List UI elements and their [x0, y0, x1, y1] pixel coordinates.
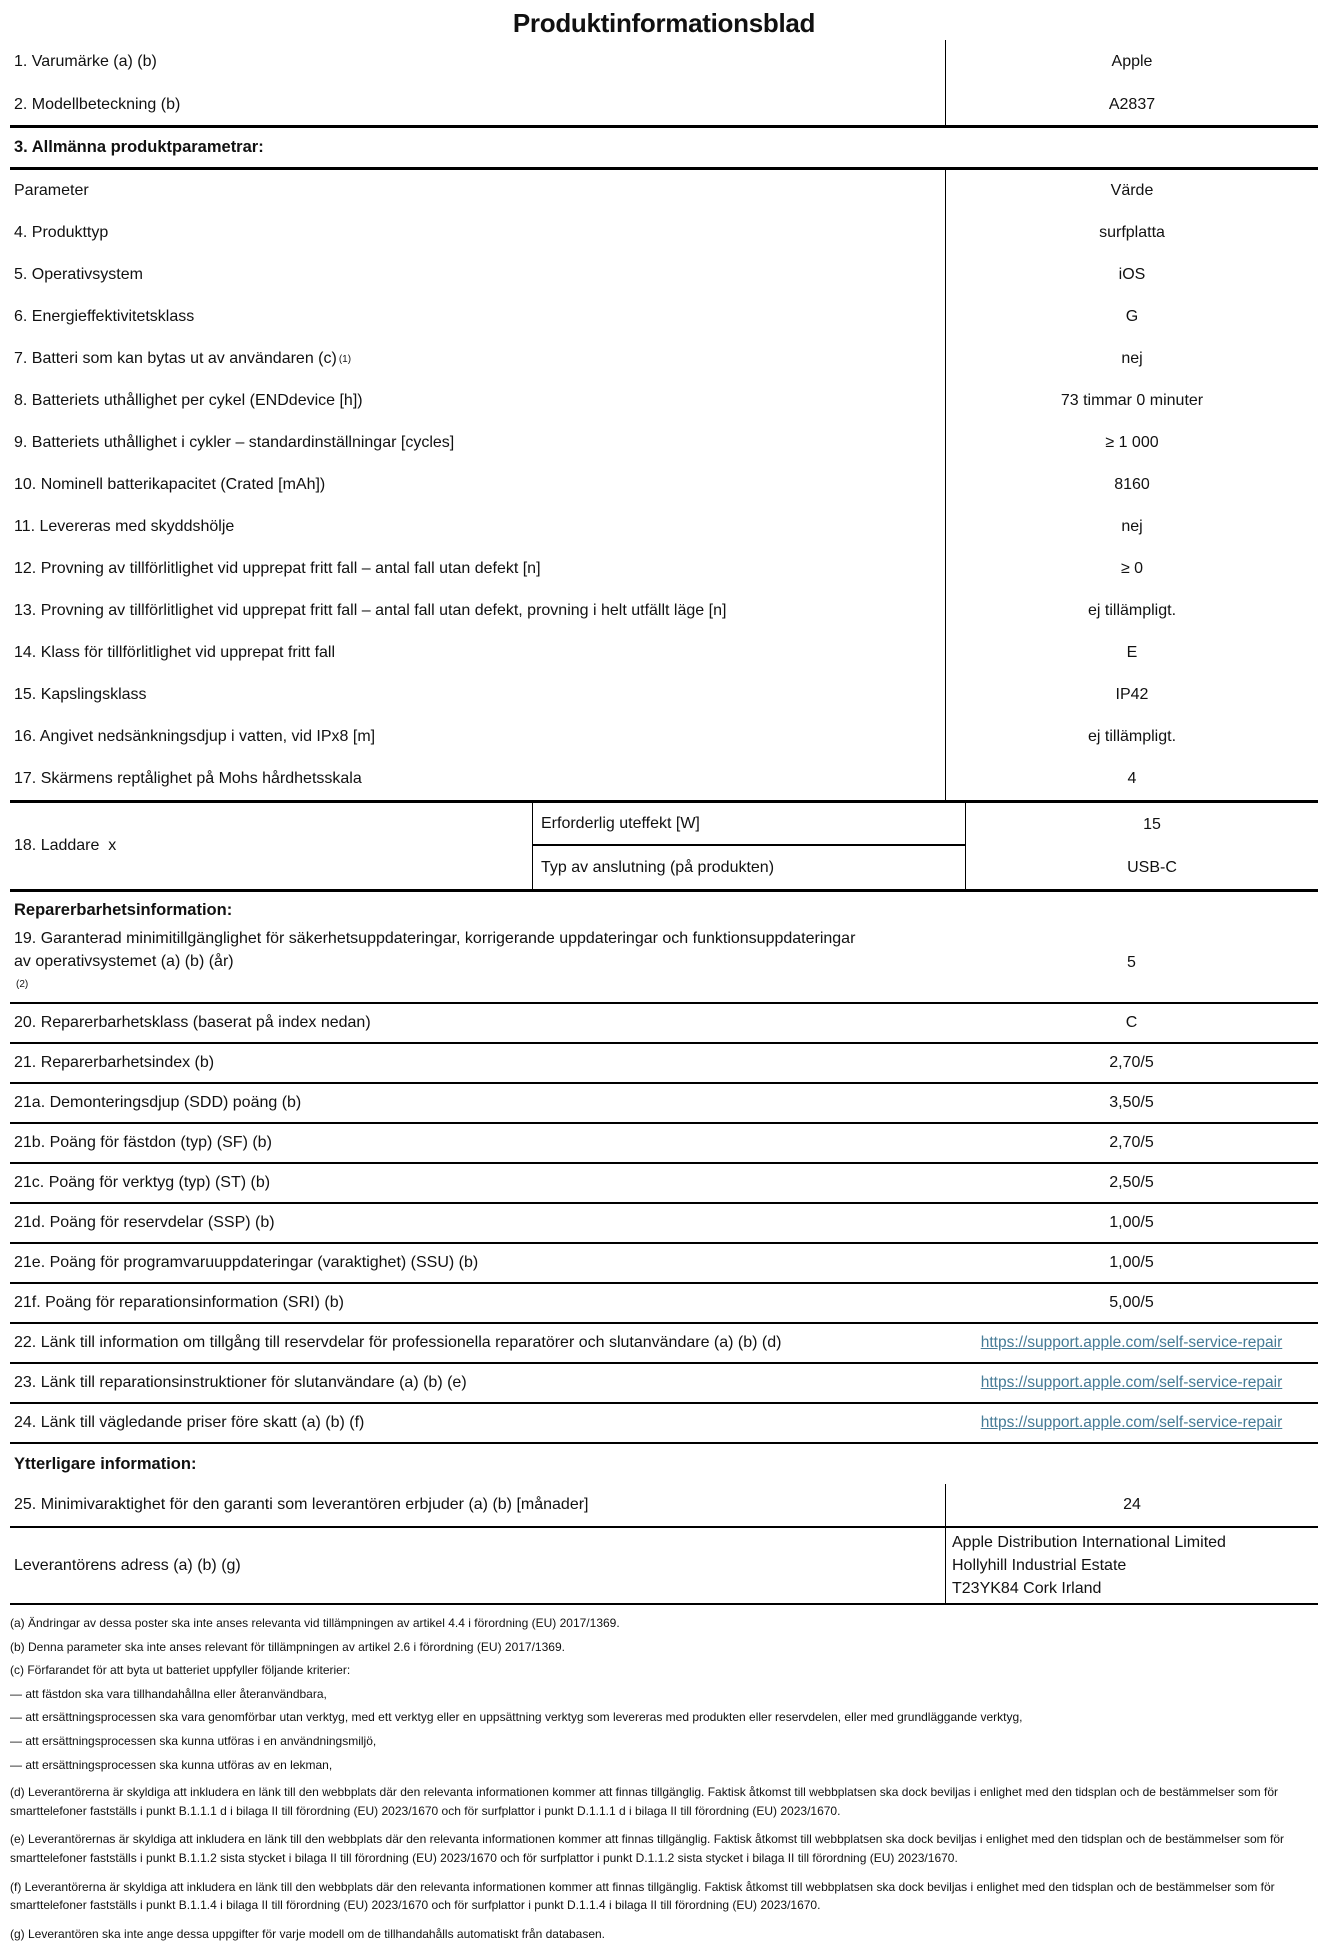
row-label: 23. Länk till reparationsinstruktioner för slutanvändare (a) (b) (e): [14, 1374, 467, 1391]
footnote-g: (g) Leverantören ska inte ange dessa uppgifter för varje modell om de tillhandahålls automatiskt från databasen.: [10, 1926, 606, 1941]
row-value: IP42: [945, 674, 1318, 716]
row-value: 73 timmar 0 minuter: [945, 380, 1318, 422]
self-service-repair-link[interactable]: https://support.apple.com/self-service-repair: [980, 1374, 1283, 1391]
address-line: Apple Distribution International Limited: [952, 1534, 1226, 1551]
row-label: 21a. Demonteringsdjup (SDD) poäng (b): [14, 1094, 302, 1111]
table-row: [10, 1204, 1318, 1244]
row-label: 14. Klass för tillförlitlighet vid upprepat fritt fall: [14, 644, 336, 661]
table-row-warranty: [10, 1484, 1318, 1528]
table-column-header: [10, 170, 1318, 212]
row-value: ≥ 1 000: [945, 422, 1318, 464]
row-label: 25. Minimivaraktighet för den garanti som leverantören erbjuder (a) (b) [månader]: [14, 1496, 589, 1513]
row-value: A2837: [945, 84, 1318, 125]
row-value: [945, 1324, 1318, 1362]
row-value: 1,00/5: [1109, 1214, 1154, 1231]
row-label: 5. Operativsystem: [14, 266, 143, 283]
row-value: ej tillämpligt.: [945, 716, 1318, 758]
table-row: [10, 506, 1318, 548]
table-row-link: [10, 1364, 1318, 1404]
row-label: Leverantörens adress (a) (b) (g): [14, 1556, 241, 1574]
footnote-c-item: — att fästdon ska vara tillhandahållna eller återanvändbara,: [10, 1686, 327, 1701]
row-value: ≥ 0: [945, 548, 1318, 590]
table-row-updates-availability: [10, 924, 1318, 1004]
supplier-address: [945, 1528, 1318, 1603]
row-label: 22. Länk till information om tillgång till reservdelar för professionella reparatörer och slutanvändare (a) (b) (d): [14, 1334, 782, 1351]
column-header-parameter: Parameter: [14, 182, 89, 199]
table-row: [10, 632, 1318, 674]
table-row: [10, 1244, 1318, 1284]
row-value: 5: [1127, 954, 1136, 971]
row-label-line2: av operativsystemet (a) (b) (år) $^{(2)}$: [14, 953, 234, 990]
table-row: [10, 338, 1318, 380]
table-row: [10, 716, 1318, 758]
row-label: 15. Kapslingsklass: [14, 686, 147, 703]
footnote-ref-2: (2): [16, 979, 29, 990]
footnote-a: (a) Ändringar av dessa poster ska inte anses relevanta vid tillämpningen av artikel 4.4 i förordning (EU) 2017/1369.: [10, 1616, 620, 1630]
row-label: 11. Levereras med skyddshölje: [14, 518, 235, 535]
row-value: [945, 1364, 1318, 1402]
table-row: [10, 380, 1318, 422]
charger-sub-value-connector: USB-C: [965, 846, 1328, 889]
table-row: [10, 548, 1318, 590]
row-value: 24: [945, 1484, 1318, 1526]
row-label-line1: 19. Garanterad minimitillgänglighet för säkerhetsuppdateringar, korrigerande uppdateringar och funktionsuppdateringar: [14, 930, 856, 947]
table-row: [10, 1164, 1318, 1204]
table-row: [10, 1284, 1318, 1324]
row-label: 21e. Poäng för programvaruuppdateringar (varaktighet) (SSU) (b): [14, 1254, 479, 1271]
footnotes: [10, 1605, 1318, 1943]
row-value: 5,00/5: [1109, 1294, 1154, 1311]
address-line: Hollyhill Industrial Estate: [952, 1557, 1127, 1574]
row-label: [10, 924, 945, 1002]
row-label: 8. Batteriets uthållighet per cykel (ENDdevice [h]): [14, 392, 363, 409]
self-service-repair-link[interactable]: https://support.apple.com/self-service-repair: [980, 1334, 1283, 1351]
row-value: nej: [945, 506, 1318, 548]
row-label: 16. Angivet nedsänkningsdjup i vatten, vid IPx8 [m]: [14, 728, 376, 745]
row-value: 4: [945, 758, 1318, 800]
row-label: 9. Batteriets uthållighet i cykler – standardinställningar [cycles]: [14, 434, 455, 451]
footnote-d: (d) Leverantörerna är skyldiga att inkludera en länk till den webbplats där den relevanta informationen kommer att finnas tillgänglig. Faktisk åtkomst till webbplatsen ska dock beviljas i enlighet med den tidsplan och de bestämmelser som för smarttelefoner fastställs i punkt B.1.1.1 d i bilaga II till förordning (EU) 2023/1670 och för surfplattor i punkt D.1.1.1 d i bilaga II till förordning (EU) 2023/1670.: [10, 1785, 1278, 1818]
self-service-repair-link[interactable]: https://support.apple.com/self-service-repair: [980, 1414, 1283, 1431]
charger-sub-label-power: Erforderlig uteffekt [W]: [532, 803, 965, 846]
address-line: T23YK84 Cork Irland: [952, 1580, 1102, 1597]
row-value: 8160: [945, 464, 1318, 506]
footnote-c-item: — att ersättningsprocessen ska vara genomförbar utan verktyg, med ett verktyg eller en uppsättning verktyg som levereras med produkten eller reservdelen, eller med grundläggande verktyg,: [10, 1710, 1023, 1725]
row-label: 21b. Poäng för fästdon (typ) (SF) (b): [14, 1134, 272, 1151]
row-label: 21f. Poäng för reparationsinformation (SRI) (b): [14, 1294, 344, 1311]
row-label: 2. Modellbeteckning (b): [14, 95, 181, 113]
row-label: 1. Varumärke (a) (b): [14, 53, 157, 70]
row-value: 2,70/5: [1109, 1134, 1154, 1151]
table-row: [10, 758, 1318, 800]
section-heading-additional: Ytterligare information:: [14, 1454, 197, 1473]
row-value: C: [1125, 1014, 1138, 1031]
row-value: 2,70/5: [1109, 1054, 1154, 1071]
row-value: 1,00/5: [1109, 1254, 1154, 1271]
row-label: 6. Energieffektivitetsklass: [14, 308, 195, 325]
table-row-link: [10, 1324, 1318, 1364]
table-row-model: [10, 84, 1318, 128]
charger-row: [10, 800, 1318, 892]
row-value: nej: [945, 338, 1318, 380]
row-label-text: 7. Batteri som kan bytas ut av användaren (c): [14, 350, 337, 367]
row-label: 20. Reparerbarhetsklass (baserat på index nedan): [14, 1014, 371, 1031]
table-row: [10, 1004, 1318, 1044]
row-value: Apple: [945, 40, 1318, 84]
table-row: [10, 464, 1318, 506]
row-label: 21c. Poäng för verktyg (typ) (ST) (b): [14, 1174, 271, 1191]
row-label: 13. Provning av tillförlitlighet vid upprepat fritt fall – antal fall utan defekt, provning i helt utfällt läge [n]: [14, 602, 727, 619]
row-label: 21. Reparerbarhetsindex (b): [14, 1054, 215, 1071]
row-label: 24. Länk till vägledande priser före skatt (a) (b) (f): [14, 1414, 365, 1431]
table-row: [10, 212, 1318, 254]
table-row: [10, 1084, 1318, 1124]
table-row: [10, 254, 1318, 296]
row-label: 4. Produkttyp: [14, 224, 109, 241]
footnote-b: (b) Denna parameter ska inte anses relevant för tillämpningen av artikel 2.6 i förordning (EU) 2017/1369.: [10, 1639, 565, 1654]
table-row-link: [10, 1404, 1318, 1444]
table-row: [10, 590, 1318, 632]
page-title: Produktinformationsblad: [512, 8, 816, 38]
table-row: [10, 422, 1318, 464]
column-header-value: Värde: [945, 170, 1318, 212]
row-label: [10, 338, 945, 380]
table-row-supplier-address: [10, 1528, 1318, 1605]
row-value: iOS: [945, 254, 1318, 296]
footnote-e: (e) Leverantörernas är skyldiga att inkludera en länk till den webbplats där den relevanta informationen kommer att finnas tillgänglig. Faktisk åtkomst till webbplatsen ska dock beviljas i enlighet med den tidsplan och de bestämmelser som för smarttelefoner fastställs i punkt B.1.1.2 sista stycket i bilaga II till förordning (EU) 2023/1670 och för surfplattor i punkt D.1.1.2 sista stycket i bilaga II till förordning (EU) 2023/1670.: [10, 1832, 1284, 1865]
row-label: 10. Nominell batterikapacitet (Crated [mAh]): [14, 476, 326, 493]
charger-label: 18. Laddare x: [14, 837, 117, 854]
row-value: 2,50/5: [1109, 1174, 1154, 1191]
charger-sub-value-power: 15: [965, 803, 1328, 846]
table-row: [10, 674, 1318, 716]
row-value: G: [945, 296, 1318, 338]
row-value: E: [945, 632, 1318, 674]
section-heading-repairability: Reparerbarhetsinformation:: [14, 900, 233, 919]
table-row: [10, 1044, 1318, 1084]
section-heading-general: 3. Allmänna produktparametrar:: [10, 128, 1318, 170]
row-label: 12. Provning av tillförlitlighet vid upprepat fritt fall – antal fall utan defekt [n]: [14, 560, 541, 577]
footnote-c: (c) Förfarandet för att byta ut batteriet uppfyller följande kriterier:: [10, 1663, 351, 1678]
row-label: 17. Skärmens reptålighet på Mohs hårdhetsskala: [14, 770, 362, 787]
footnote-c-item: — att ersättningsprocessen ska kunna utföras i en användningsmiljö,: [10, 1733, 377, 1748]
table-row-brand: [10, 40, 1318, 84]
row-value: surfplatta: [945, 212, 1318, 254]
row-value: 3,50/5: [1109, 1094, 1154, 1111]
row-label: 21d. Poäng för reservdelar (SSP) (b): [14, 1214, 275, 1231]
footnote-ref-1: (1): [338, 353, 352, 365]
charger-sub-label-connector: Typ av anslutning (på produkten): [532, 846, 965, 889]
table-row: [10, 296, 1318, 338]
footnote-c-item: — att ersättningsprocessen ska kunna utföras av en lekman,: [10, 1757, 333, 1772]
table-row: [10, 1124, 1318, 1164]
row-value: ej tillämpligt.: [945, 590, 1318, 632]
row-value: [945, 1404, 1318, 1442]
footnote-f: (f) Leverantörerna är skyldiga att inkludera en länk till den webbplats där den relevanta informationen kommer att finnas tillgänglig. Faktisk åtkomst till webbplatsen ska dock beviljas i enlighet med den tidsplan och de bestämmelser som för smarttelefoner fastställs i punkt B.1.1.4 i bilaga II till förordning (EU) 2023/1670 och för surfplattor i punkt D.1.1.4 i bilaga II till förordning (EU) 2023/1670.: [10, 1879, 1275, 1913]
